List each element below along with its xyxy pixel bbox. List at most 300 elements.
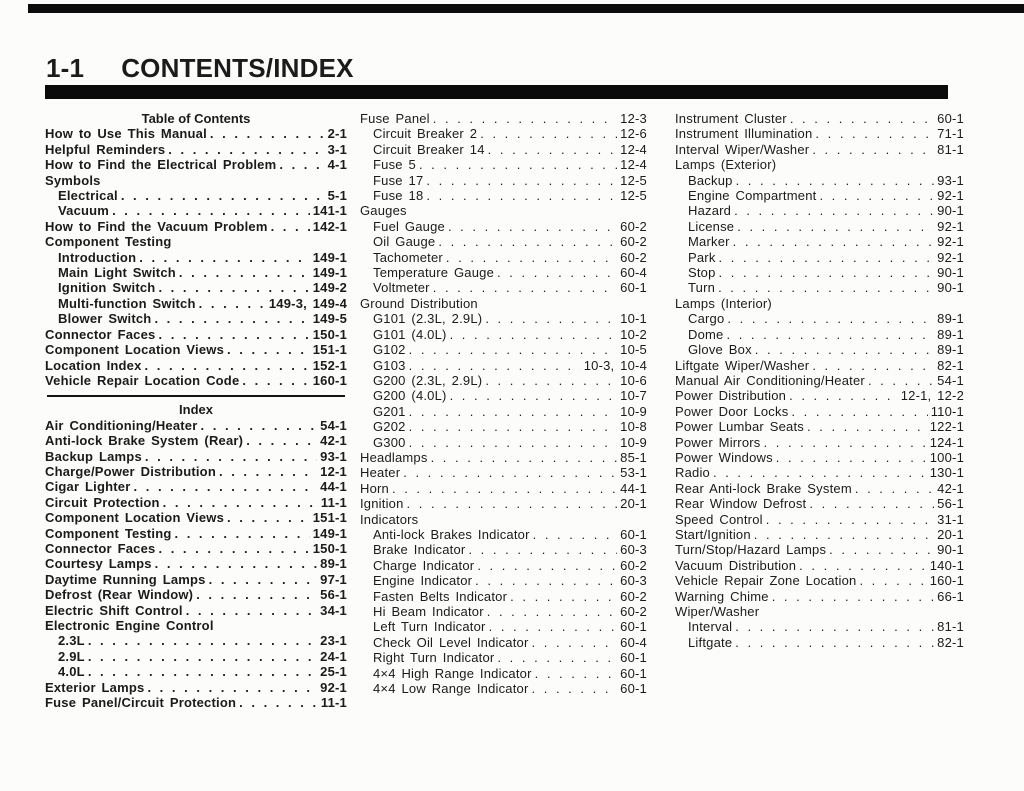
index-entry	[675, 481, 964, 496]
entry-page-number: 90-1	[937, 203, 964, 219]
dot-leader	[726, 327, 934, 342]
entry-page-number: 60-2	[620, 604, 647, 619]
dot-leader	[812, 142, 934, 157]
dot-leader	[403, 465, 617, 480]
entry-label: Gauges	[360, 203, 407, 219]
entry-page-number: 160-1	[929, 573, 964, 589]
entry-label: G202	[373, 419, 406, 435]
entry-label: Anti-lock Brake System (Rear)	[45, 433, 244, 449]
index-entry	[675, 435, 964, 450]
entry-label: 4×4 Low Range Indicator	[373, 681, 529, 697]
entry-page-number: 92-1	[937, 218, 964, 234]
dot-leader	[859, 573, 926, 588]
column-3	[675, 111, 964, 650]
dot-leader	[158, 541, 309, 556]
entry-label: Vehicle Repair Zone Location	[675, 573, 857, 589]
entry-label: G200 (2.3L, 2.9L)	[373, 372, 483, 388]
entry-label: Backup	[688, 172, 733, 188]
dot-leader	[533, 527, 618, 542]
dot-leader	[489, 619, 618, 634]
index-entry	[45, 280, 347, 295]
index-entry	[360, 173, 647, 188]
entry-label: Electronic Engine Control	[45, 618, 214, 633]
index-entry	[675, 234, 964, 249]
entry-label: Ignition Switch	[58, 280, 156, 296]
dot-leader	[766, 512, 934, 527]
entry-label: How to Find the Vacuum Problem	[45, 218, 268, 234]
dot-leader	[407, 496, 618, 511]
index-entry	[45, 479, 347, 494]
entry-label: Lamps (Interior)	[675, 295, 772, 311]
entry-page-number: 11-1	[320, 494, 347, 510]
entry-page-number: 60-3	[620, 573, 647, 589]
index-entry	[360, 558, 647, 573]
dot-leader	[139, 250, 310, 265]
index-entry	[675, 142, 964, 157]
dot-leader	[174, 526, 309, 541]
entry-label: 4×4 High Range Indicator	[373, 665, 532, 681]
entry-label: Stop	[688, 265, 716, 281]
index-entry	[675, 542, 964, 557]
dot-leader	[155, 556, 318, 571]
entry-label: G300	[373, 434, 406, 450]
entry-label: Instrument Illumination	[675, 126, 813, 142]
entry-label: Power Windows	[675, 449, 773, 465]
entry-label: Right Turn Indicator	[373, 650, 495, 666]
entry-page-number: 150-1	[312, 540, 347, 556]
dot-leader	[735, 635, 934, 650]
entry-label: Tachometer	[373, 249, 443, 265]
dot-leader	[433, 111, 617, 126]
dot-leader	[431, 450, 618, 465]
entry-label: Hi Beam Indicator	[373, 604, 484, 619]
entry-page-number: 100-1	[929, 449, 964, 465]
entry-label: Power Lumbar Seats	[675, 419, 804, 435]
entry-label: Symbols	[45, 172, 101, 188]
entry-page-number: 124-1	[929, 434, 964, 450]
dot-leader	[450, 388, 618, 403]
index-entry	[360, 619, 647, 634]
entry-label: Radio	[675, 465, 710, 481]
index-entry	[360, 373, 647, 388]
entry-page-number: 60-2	[620, 557, 647, 573]
index-entry	[675, 589, 964, 604]
dot-leader	[446, 250, 617, 265]
dot-leader	[510, 589, 617, 604]
entry-page-number: 90-1	[937, 542, 964, 558]
entry-label: Oil Gauge	[373, 234, 436, 250]
dot-leader	[134, 479, 318, 494]
dot-leader	[196, 587, 317, 602]
entry-label: Left Turn Indicator	[373, 619, 486, 635]
dot-leader	[475, 573, 617, 588]
dot-leader	[772, 589, 934, 604]
index-entry	[45, 680, 347, 695]
entry-page-number: 71-1	[937, 126, 964, 142]
dot-leader	[819, 188, 934, 203]
entry-label: Lamps (Exterior)	[675, 157, 777, 173]
entry-label: Turn/Stop/Hazard Lamps	[675, 542, 827, 558]
index-entry	[675, 126, 964, 141]
dot-leader	[812, 358, 934, 373]
index-entry	[360, 327, 647, 342]
entry-page-number: 60-4	[620, 634, 647, 650]
entry-label: Vacuum Distribution	[675, 557, 797, 573]
index-entry	[360, 219, 647, 234]
index-entry	[360, 311, 647, 326]
index-section-label	[675, 296, 964, 311]
entry-page-number: 82-1	[937, 357, 964, 373]
index-entry	[360, 496, 647, 511]
index-entry	[360, 481, 647, 496]
toc-heading: Table of Contents	[141, 111, 251, 126]
page-header	[46, 53, 354, 84]
dot-leader	[487, 604, 617, 619]
entry-label: Rear Anti-lock Brake System	[675, 480, 852, 496]
index-entry	[675, 465, 964, 480]
dot-leader	[735, 619, 934, 634]
entry-page-number: 12-5	[620, 172, 647, 188]
index-entry	[675, 203, 964, 218]
entry-page-number: 60-4	[620, 265, 647, 281]
index-entry	[45, 603, 347, 618]
entry-label: Connector Faces	[45, 326, 156, 342]
entry-label: Temperature Gauge	[373, 265, 495, 281]
entry-page-number: 60-1	[620, 619, 647, 635]
entry-page-number: 149-1	[312, 525, 347, 541]
entry-label: Brake Indicator	[373, 542, 466, 558]
dot-leader	[145, 358, 310, 373]
dot-leader	[790, 111, 934, 126]
entry-page-number: 20-1	[620, 496, 647, 512]
dot-leader	[409, 419, 618, 434]
entry-label: Voltmeter	[373, 280, 430, 296]
index-entry	[45, 587, 347, 602]
title-underline-rule	[45, 85, 948, 99]
index-entry	[675, 358, 964, 373]
entry-label: Location Index	[45, 357, 142, 373]
index-entry	[360, 435, 647, 450]
entry-page-number: 89-1	[937, 311, 964, 327]
toc-entry-list	[45, 126, 347, 388]
index-entry	[360, 450, 647, 465]
dot-leader	[719, 265, 935, 280]
index-entry	[45, 203, 347, 218]
entry-page-number: 110-1	[930, 403, 964, 419]
entry-label: Defrost (Rear Window)	[45, 587, 194, 603]
column-2	[360, 111, 647, 696]
dot-leader	[279, 157, 324, 172]
entry-page-number: 149-5	[312, 311, 347, 327]
dot-leader	[409, 358, 581, 373]
index-entry	[675, 527, 964, 542]
entry-page-number: 60-3	[620, 542, 647, 558]
entry-page-number: 150-1	[312, 326, 347, 342]
dot-leader	[734, 203, 934, 218]
entry-label: Charge Indicator	[373, 557, 475, 573]
index-entry	[360, 404, 647, 419]
dot-leader	[754, 527, 934, 542]
entry-page-number: 10-1	[620, 311, 647, 327]
entry-label: Introduction	[58, 249, 137, 265]
index-entry	[45, 296, 347, 311]
entry-page-number: 2-1	[327, 126, 347, 142]
dot-leader	[438, 234, 617, 249]
entry-label: Circuit Breaker 2	[373, 126, 478, 142]
dot-leader	[450, 327, 618, 342]
dot-leader	[210, 126, 325, 141]
entry-page-number: 81-1	[937, 141, 964, 157]
index-entry	[675, 558, 964, 573]
entry-page-number: 89-1	[937, 342, 964, 358]
toc-index-divider	[47, 395, 345, 397]
entry-label: Park	[688, 249, 716, 265]
index-entry	[360, 188, 647, 203]
index-entry	[45, 695, 347, 710]
dot-leader	[88, 633, 317, 648]
dot-leader	[737, 219, 934, 234]
entry-label: 2.3L	[58, 633, 85, 649]
entry-label: Cigar Lighter	[45, 479, 131, 495]
entry-page-number: 60-1	[620, 280, 647, 296]
entry-label: Glove Box	[688, 342, 752, 358]
entry-page-number: 12-4	[620, 141, 647, 157]
index-entry	[360, 250, 647, 265]
entry-page-number: 82-1	[937, 634, 964, 650]
entry-label: Component Location Views	[45, 342, 225, 358]
dot-leader	[789, 388, 898, 403]
entry-label: Component Testing	[45, 234, 172, 250]
index-entry	[675, 635, 964, 650]
entry-page-number: 10-5	[620, 342, 647, 358]
dot-leader	[488, 142, 618, 157]
dot-leader	[121, 188, 325, 203]
index-entry	[360, 573, 647, 588]
dot-leader	[719, 250, 935, 265]
entry-label: How to Find the Electrical Problem	[45, 157, 277, 173]
entry-page-number: 31-1	[937, 511, 964, 527]
index-section-label	[675, 604, 964, 619]
entry-label: Vehicle Repair Location Code	[45, 372, 240, 388]
dot-leader	[219, 464, 317, 479]
entry-label: Wiper/Washer	[675, 604, 760, 619]
entry-label: Headlamps	[360, 449, 428, 465]
entry-page-number: 97-1	[320, 571, 347, 587]
entry-page-number: 85-1	[620, 449, 647, 465]
dot-leader	[485, 373, 617, 388]
dot-leader	[433, 280, 617, 295]
dot-leader	[485, 311, 617, 326]
index-entry	[360, 157, 647, 172]
index-entry	[675, 311, 964, 326]
index-entry	[45, 464, 347, 479]
dot-leader	[88, 664, 317, 679]
entry-page-number: 25-1	[320, 664, 347, 680]
entry-page-number: 149-1	[312, 249, 347, 265]
entry-label: Liftgate	[688, 634, 733, 650]
entry-page-number: 53-1	[620, 465, 647, 481]
dot-leader	[147, 680, 317, 695]
entry-page-number: 54-1	[937, 372, 964, 388]
dot-leader	[199, 296, 266, 311]
index-entry	[675, 373, 964, 388]
index-entry	[675, 496, 964, 511]
dot-leader	[242, 373, 309, 388]
index-entry	[675, 388, 964, 403]
index-entry	[675, 419, 964, 434]
entry-page-number: 89-1	[320, 556, 347, 572]
entry-page-number: 56-1	[320, 587, 347, 603]
entry-page-number: 5-1	[327, 188, 347, 204]
entry-label: G201	[373, 403, 406, 419]
entry-page-number: 60-2	[620, 234, 647, 250]
index-entry	[45, 495, 347, 510]
index-entry	[675, 512, 964, 527]
entry-label: Hazard	[688, 203, 732, 219]
dot-leader	[426, 173, 617, 188]
index-entry	[360, 111, 647, 126]
index-entry	[45, 418, 347, 433]
index-entry	[360, 342, 647, 357]
index-section-label	[360, 512, 647, 527]
dot-leader	[718, 280, 934, 295]
entry-label: Ignition	[360, 496, 404, 512]
entry-label: Engine Compartment	[688, 188, 817, 204]
entry-page-number: 12-4	[620, 157, 647, 173]
entry-page-number: 142-1	[312, 218, 347, 234]
dot-leader	[809, 496, 934, 511]
entry-page-number: 4-1	[327, 157, 347, 173]
index-entry	[45, 250, 347, 265]
entry-page-number: 130-1	[929, 465, 964, 481]
entry-page-number: 34-1	[320, 602, 347, 618]
entry-page-number: 140-1	[929, 557, 964, 573]
dot-leader	[764, 435, 927, 450]
entry-page-number: 122-1	[929, 419, 964, 435]
entry-label: Component Testing	[45, 525, 172, 541]
index-entry	[675, 327, 964, 342]
entry-page-number: 60-2	[620, 249, 647, 265]
index-section-label	[45, 173, 347, 188]
entry-page-number: 89-1	[937, 326, 964, 342]
index-section-label	[45, 234, 347, 249]
entry-label: G103	[373, 357, 406, 373]
entry-page-number: 11-1	[320, 695, 347, 711]
dot-leader	[426, 188, 617, 203]
entry-page-number: 54-1	[320, 417, 347, 433]
index-section-label	[360, 203, 647, 218]
entry-page-number: 90-1	[937, 265, 964, 281]
index-section-label	[360, 296, 647, 311]
index-entry	[675, 404, 964, 419]
index-entry	[360, 650, 647, 665]
dot-leader	[392, 481, 617, 496]
entry-label: Fuse 17	[373, 172, 424, 188]
entry-label: G101 (4.0L)	[373, 326, 447, 342]
index-entry	[360, 280, 647, 295]
entry-label: Turn	[688, 280, 716, 296]
index-entry	[675, 619, 964, 634]
entry-label: Marker	[688, 234, 730, 250]
entry-page-number: 92-1	[937, 249, 964, 265]
entry-page-number: 152-1	[312, 357, 347, 373]
dot-leader	[112, 203, 310, 218]
entry-label: Main Light Switch	[58, 265, 176, 281]
entry-label: Ground Distribution	[360, 295, 478, 311]
entry-page-number: 12-3	[620, 111, 647, 126]
index-entry	[360, 142, 647, 157]
entry-label: 4.0L	[58, 664, 85, 680]
index-entry	[675, 450, 964, 465]
index-entry	[45, 373, 347, 388]
index-entry	[360, 126, 647, 141]
index-entry	[675, 265, 964, 280]
dot-leader	[186, 603, 317, 618]
dot-leader	[799, 558, 927, 573]
index-entry	[675, 188, 964, 203]
entry-label: Backup Lamps	[45, 448, 142, 464]
entry-page-number: 92-1	[320, 679, 347, 695]
index-entry	[45, 526, 347, 541]
index-entry-list-col1	[45, 418, 347, 711]
dot-leader	[227, 510, 310, 525]
entry-page-number: 10-6	[620, 372, 647, 388]
dot-leader	[480, 126, 617, 141]
entry-page-number: 20-1	[937, 526, 964, 542]
dot-leader	[477, 558, 617, 573]
entry-label: Check Oil Level Indicator	[373, 634, 529, 650]
entry-label: Circuit Breaker 14	[373, 141, 485, 157]
index-entry	[45, 664, 347, 679]
index-entry	[675, 111, 964, 126]
entry-page-number: 149-3, 149-4	[268, 295, 347, 311]
dot-leader	[776, 450, 927, 465]
entry-label: How to Use This Manual	[45, 126, 207, 142]
entry-label: Exterior Lamps	[45, 679, 145, 695]
entry-label: Start/Ignition	[675, 526, 751, 542]
dot-leader	[713, 465, 927, 480]
entry-page-number: 12-1	[320, 463, 347, 479]
entry-page-number: 12-1, 12-2	[900, 388, 964, 404]
entry-label: G102	[373, 342, 406, 358]
entry-label: Electric Shift Control	[45, 602, 183, 618]
dot-leader	[158, 327, 309, 342]
entry-label: Component Location Views	[45, 510, 225, 526]
entry-page-number: 60-1	[620, 681, 647, 697]
index-entry	[360, 666, 647, 681]
index-entry	[360, 465, 647, 480]
index-entry	[45, 311, 347, 326]
entry-label: Helpful Reminders	[45, 141, 166, 157]
entry-page-number: 90-1	[937, 280, 964, 296]
index-entry	[45, 219, 347, 234]
index-entry	[360, 234, 647, 249]
entry-label: License	[688, 218, 735, 234]
entry-label: Cargo	[688, 311, 725, 327]
index-entry	[45, 327, 347, 342]
entry-label: Fasten Belts Indicator	[373, 588, 508, 604]
entry-label: Power Door Locks	[675, 403, 789, 419]
dot-leader	[88, 649, 317, 664]
entry-label: Fuse 5	[373, 157, 416, 173]
entry-label: Vacuum	[58, 203, 110, 219]
entry-page-number: 10-2	[620, 326, 647, 342]
page-top-rule	[28, 4, 1024, 13]
dot-leader	[791, 404, 927, 419]
index-entry	[45, 358, 347, 373]
entry-label: 2.9L	[58, 648, 85, 664]
index-entry	[675, 280, 964, 295]
